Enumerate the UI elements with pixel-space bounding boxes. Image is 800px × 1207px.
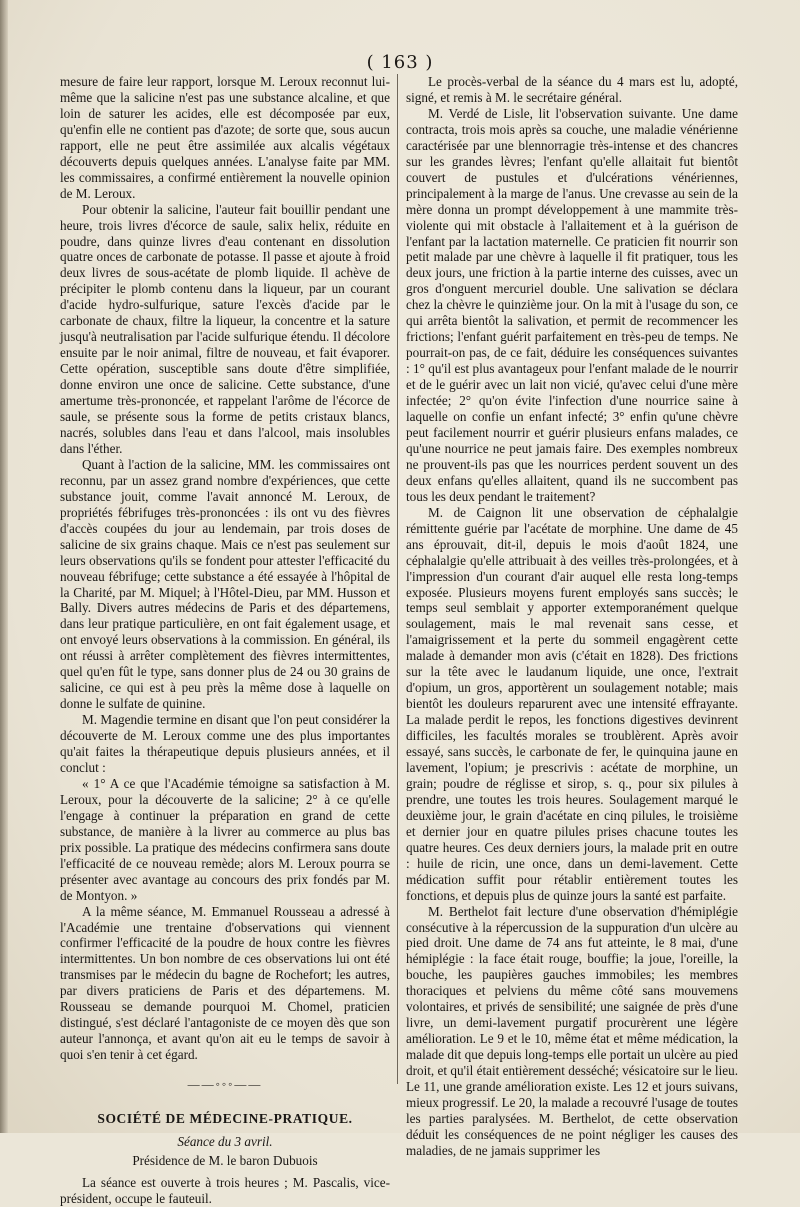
page-edge-shadow bbox=[0, 0, 8, 1133]
right-column bbox=[406, 74, 738, 1159]
presidence: Présidence de M. le baron Dubuois bbox=[132, 1152, 318, 1168]
paragraph: Le procès-verbal de la séance du 4 mars est lu, adopté, signé, et remis à M. le secrétaire général. bbox=[406, 74, 738, 105]
seance-date: Séance du 3 avril. bbox=[177, 1134, 273, 1149]
section-ornament: ——◦◦◦—— bbox=[187, 1077, 263, 1092]
section-title: SOCIÉTÉ DE MÉDECINE-PRATIQUE. bbox=[97, 1111, 353, 1127]
paragraph: M. Verdé de Lisle, lit l'observation suivante. Une dame contracta, trois mois après sa couche, une maladie vénérienne caractérisée par une blennorragie très-intense et des chancres sur les grandes lèvres; l'enfant qu'elle allaitait fut bientôt couvert de pustules et d'ulcérations vénériennes, principalement à la marge de l'anus. Une crevasse au sein de la mère donna un prompt développement à une mammite très-violente qui mit obstacle à l'allaitement et à la guérison de l'enfant par la lactation maternelle. Ce praticien fit nourrir son petit malade par une chèvre à laquelle il fit pratiquer, tous les deux jours, une friction à la partie interne des cuisses, avec un gros d'onguent mercuriel double. Une salivation se déclara chez la chèvre le quinzième jour. On la mit à l'usage du son, ce qui arrêta bientôt la salivation, et permit de recommencer les frictions; l'enfant guérit parfaitement en très-peu de temps. Ne pourrait-on pas, de ce fait, déduire les conséquences suivantes : 1° qu'il est plus avantageux pour l'enfant malade de le nourrir et de le guérir avec un lait non vicié, qu'avec celui d'une mère infectée; 2° qu'on évite l'infection d'une nourrice saine à laquelle on confie un enfant infecté; 3° enfin qu'une chèvre peut facilement nourrir et guérir plusieurs enfans malades, ce qu'une nourrice ne peut jamais faire. Des exemples nombreux ne prouvent-ils pas que les nourrices perdent souvent un des deux enfans qu'elles allaitent, quand ils ne succombent pas tous les deux pendant le traitement? bbox=[406, 105, 738, 504]
paragraph: Pour obtenir la salicine, l'auteur fait bouillir pendant une heure, trois livres d'écorce de saule, salix helix, réduite en poudre, dans quinze livres d'eau contenant en dissolution quatre onces de carbonate de potasse. Il passe et ajoute à froid deux livres de sous-acétate de plomb liquide. Il achève de précipiter le plomb contenu dans la liqueur, par un courant d'acide hydro-sulfurique, sature l'excès d'acide par le carbonate de chaux, filtre la liqueur, la concentre et la sature jusqu'à neutralisation par l'acide sulfurique étendu. Il décolore ensuite par le noir animal, filtre de nouveau, et fait évaporer. Cette opération, susceptible sans doute d'être simplifiée, donne environ une once de salicine. Cette substance, d'une amertume très-prononcée, et rappelant l'arôme de l'écorce de saule, se présente sous la forme de petits cristaux blancs, nacrés, solubles dans l'eau et dans l'alcool, mais insolubles dans l'éther. bbox=[60, 201, 390, 456]
paragraph: Quant à l'action de la salicine, MM. les commissaires ont reconnu, par un assez grand nombre d'expériences, que cette substance jouit, comme l'avait annoncé M. Leroux, de propriétés fébrifuges très-prononcées : ils ont vu des fièvres d'accès coupées du jour au lendemain, par trois doses de salicine de six grains chaque. Mais ce n'est pas seulement sur leurs observations qu'ils se fondent pour attester l'efficacité du nouveau fébrifuge; cette substance a été essayée à l'hôpital de la Charité, par M. Miquel; à l'Hôtel-Dieu, par MM. Husson et Bally. Divers autres médecins de Paris et des départemens, dans leur pratique particulière, en ont fait également usage, et ont envoyé leurs observations à la commission. En général, ils ont réussi à arrêter complètement des fièvres intermittentes, quel qu'en fût le type, sans donner plus de 24 ou 30 grains de salicine, ce qui est à peu près la même dose à laquelle on donne le sulfate de quinine. bbox=[60, 456, 390, 712]
paragraph-quote: « 1° A ce que l'Académie témoigne sa satisfaction à M. Leroux, pour la découverte de la salicine; 2° à ce qu'elle l'engage à continuer la préparation en grand de cette substance, de manière à la livrer au commerce au plus bas prix possible. La pratique des médecins confirmera sans doute l'efficacité de ce nouveau remède; alors M. Leroux pourra se présenter avec avantage au concours des prix fondés par M. de Montyon. » bbox=[60, 775, 390, 903]
left-column bbox=[60, 74, 390, 1207]
paragraph: M. de Caignon lit une observation de céphalalgie rémittente guérie par l'acétate de morphine. Une dame de 45 ans éprouvait, dit-il, depuis le mois d'août 1824, une céphalalgie qu'elle attribuait à des veilles très-prolongées, et à l'impression d'un courant d'air auquel elle resta long-temps exposée. Plusieurs moyens furent employés sans succès; le temps seul semblait y apporter extemporanément quelque soulagement, mais le mal revenait sans cesse, et l'amaigrissement et la perte du sommeil engagèrent cette malade à demander mon avis (c'était en 1828). Des frictions sur la tête avec le laudanum liquide, une once, l'extrait d'opium, un gros, apportèrent un soulagement notable; mais bientôt les douleurs reparurent avec une intensité effrayante. La malade perdit le repos, les fonctions digestives devinrent difficiles, les facultés morales se troublèrent. Après avoir essayé, sans succès, le carbonate de fer, le quinquina jaune en lavement, l'opium; je prescrivis : acétate de morphine, un grain; poudre de réglisse et sirop, s. q., pour six pilules à prendre, une toutes les trois heures. Soulagement marqué le deuxième jour, le grain d'acétate en cinq pilules, le troisième et dernier jour en quatre pilules prises chacune toutes les quatre heures. Ces deux derniers jours, la malade prit en outre : huile de ricin, une once, dans un demi-lavement. Cette médication suffit pour rétablir entièrement toutes les fonctions, et depuis plus de quinze jours la santé est parfaite. bbox=[406, 504, 738, 903]
paragraph: mesure de faire leur rapport, lorsque M. Leroux reconnut lui-même que la salicine n'est pas une substance alcaline, et que loin de saturer les acides, elle est décomposée par eux, qu'enfin elle ne contient pas d'azote; de sorte que, sous aucun rapport, elle ne peut être assimilée aux alcalis végétaux découverts depuis quelques années. L'analyse faite par MM. les commissaires, a confirmé entièrement la nouvelle opinion de M. Leroux. bbox=[60, 74, 390, 201]
paragraph: A la même séance, M. Emmanuel Rousseau a adressé à l'Académie une trentaine d'observations qui viennent confirmer l'efficacité de la poudre de houx contre les fièvres intermittentes. Un bon nombre de ces observations lui ont été transmises par le médecin du bagne de Rochefort; les autres, par divers praticiens de Paris et des départemens. M. Rousseau se demande pourquoi M. Chomel, praticien distingué, s'est déclaré l'antagoniste de ce moyen dès que son auteur l'annonça, et avant qu'on ait eu le temps de savoir à quoi s'en tenir à cet égard. bbox=[60, 903, 390, 1063]
paragraph: M. Berthelot fait lecture d'une observation d'hémiplégie consécutive à la répercussion de la suppuration d'un ulcère au pied droit. Une dame de 74 ans fut atteinte, le 8 mai, d'une hémiplégie : la face était rouge, bouffie; la joue, l'oreille, la bouche, les paupières gauches immobiles; les membres thoraciques et pelviens du même côté sans mouvemens volontaires, et privés de sensibilité; une saignée de près d'une livre, un demi-lavement purgatif procurèrent une légère amélioration. Le 9 et le 10, même état et même médication, la malade dit que depuis long-temps elle portait un ulcère au pied droit, et qu'il était entièrement desséché; vésicatoire sur le lieu. Le 11, une grande amélioration existe. Les 12 et jours suivans, mieux progressif. Le 20, la malade a recouvré l'usage de toutes les parties paralysées. M. Berthelot, de cette observation déduit les conséquences de ne point négliger les causes des maladies, de ne jamais supprimer les bbox=[406, 903, 738, 1158]
paragraph: La séance est ouverte à trois heures ; M. Pascalis, vice-président, occupe le fauteuil. bbox=[60, 1174, 390, 1206]
paragraph: M. Magendie termine en disant que l'on peut considérer la découverte de M. Leroux comme une des plus importantes qu'ait faites la thérapeutique depuis plusieurs années, et il conclut : bbox=[60, 712, 390, 775]
page-number: ( 163 ) bbox=[366, 52, 434, 73]
column-divider bbox=[397, 74, 398, 1084]
